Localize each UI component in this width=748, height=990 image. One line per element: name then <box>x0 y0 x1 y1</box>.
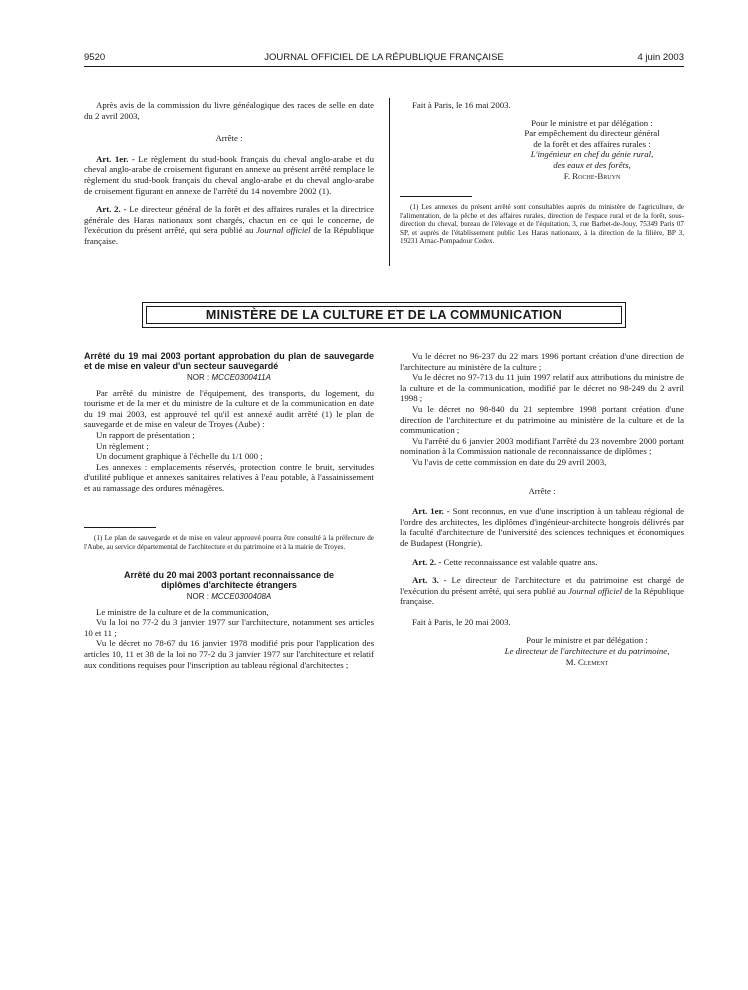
top-left-column <box>84 100 374 247</box>
article-text: Sont reconnus, en vue d'une inscription à un tableau régional de l'ordre des architectes, les diplômes d'ingénieur-architecte hongrois délivrés par la faculté d'architecture de l'université des sciences techniques et économiques de Budapest (Hongrie). <box>400 506 685 548</box>
lower-right-column <box>400 351 684 667</box>
header-rule <box>84 66 684 67</box>
decree-paragraph: Les annexes : emplacements réservés, protection contre le bruit, servitudes d'utilité publique et annexes sanitaires relatives à l'eau potable, à l'assainissement et au ramassage des ordures ménagères. <box>84 461 374 493</box>
article-1 <box>400 506 684 548</box>
issue-date: 4 juin 2003 <box>637 52 684 63</box>
article-label: Art. 1er. - <box>412 506 450 517</box>
ministry-banner <box>142 302 626 328</box>
journal-reference: Journal officiel <box>568 585 623 596</box>
journal-title: JOURNAL OFFICIEL DE LA RÉPUBLIQUE FRANÇAISE <box>264 52 504 63</box>
article-text: de la République française. <box>400 585 685 607</box>
lower-left-column-2 <box>84 570 374 670</box>
signature-line: de la forêt et des affaires rurales : <box>533 138 651 149</box>
article-2 <box>84 204 374 246</box>
article-3 <box>400 575 684 607</box>
decree-paragraph: Par arrêté du ministre de l'équipement, des transports, du logement, du tourisme et de la mer et du ministre de la culture et de la communication en date du 19 mai 2003, est approuvé tel qu'il est annexé audit arrêté (1) le plan de sauvegarde et de mise en valeur de Troyes (Aube) : <box>84 387 374 430</box>
article-text: Le directeur de l'architecture et du patrimoine est chargé de l'exécution du présent arrêté, qui sera publié au <box>400 575 685 596</box>
footnote <box>400 203 684 246</box>
visa-paragraph: Vu le décret no 97-713 du 11 juin 1997 relatif aux attributions du ministre de la culture et de la communication, modifié par le décret no 98-249 du 2 avril 1998 ; <box>400 372 684 404</box>
list-item: Un règlement ; <box>96 440 149 451</box>
signature-line: Pour le ministre et par délégation : <box>526 635 648 646</box>
visa-paragraph: Vu le décret no 96-237 du 22 mars 1996 portant création d'une direction de l'architecture au ministère de la culture ; <box>400 351 684 372</box>
signatory-name: M. Clement <box>565 656 609 667</box>
arrete-heading: Arrête : <box>528 485 556 496</box>
nor-label: NOR : <box>186 592 209 601</box>
ministry-title: MINISTÈRE DE LA CULTURE ET DE LA COMMUNICATION <box>146 306 622 324</box>
visa-paragraph: Vu la loi no 77-2 du 3 janvier 1977 sur l'architecture, notamment ses articles 10 et 11 ; <box>84 617 374 638</box>
signature-date: Fait à Paris, le 16 mai 2003. <box>412 100 511 110</box>
list-item: Un document graphique à l'échelle du 1/1 000 ; <box>96 451 263 462</box>
signatory-name: F. Roche-Bruyn <box>563 170 621 181</box>
visa-paragraph: Vu le décret no 98-840 du 21 septembre 1998 portant création d'une direction de l'architecture et du patrimoine au ministère de la culture et de la communication ; <box>400 403 684 436</box>
signature-line: L'ingénieur en chef du génie rural, <box>530 149 654 160</box>
signature-block <box>490 635 684 667</box>
decree-paragraph: Le ministre de la culture et de la communication, <box>96 606 269 617</box>
journal-reference: Journal officiel <box>256 225 311 236</box>
signature-date: Fait à Paris, le 20 mai 2003. <box>412 616 511 627</box>
article-text: Le règlement du stud-book français du cheval anglo-arabe et du cheval anglo-arabe de croisement figurant en annexe au présent arrêté remplace le règlement du stud-book français du cheval anglo-arabe et du cheval anglo-arabe de croisement figurant en annexe de l'arrêté du 14 novembre 2002 (1). <box>84 153 374 196</box>
nor-reference <box>84 592 374 603</box>
top-right-column <box>400 100 684 181</box>
footnote <box>84 534 374 551</box>
article-2 <box>400 557 684 568</box>
signature-line: Par empêchement du directeur général <box>524 128 660 139</box>
nor-label: NOR : <box>187 373 210 382</box>
signature-block <box>500 118 684 182</box>
visa-paragraph: Vu l'avis de cette commission en date du 29 avril 2003, <box>412 456 607 467</box>
article-1 <box>84 154 374 196</box>
visa-paragraph: Vu le décret no 78-67 du 16 janvier 1978 modifié pris pour l'application des articles 10, 11 et 38 de la loi no 77-2 du 3 janvier 1977 sur l'architecture et relatif aux conditions requises pour l'inscription au tableau régional d'architectes ; <box>84 638 374 670</box>
article-text: Le directeur général de la forêt et des affaires rurales et la directrice générale des Haras nationaux sont chargés, chacun en ce qui le concerne, de l'exécution du présent arrêté, qui sera publié au <box>84 204 375 236</box>
signature-line: Pour le ministre et par délégation : <box>531 117 653 128</box>
article-label: Art. 3. - <box>412 575 447 586</box>
signature-line: Le directeur de l'architecture et du patrimoine, <box>504 646 670 657</box>
nor-reference <box>84 373 374 384</box>
list-item: Un rapport de présentation ; <box>96 429 195 440</box>
footnote-text: (1) Le plan de sauvegarde et de mise en valeur approuvé pourra être consulté à la préfecture de l'Aube, au service départemental de l'architecture et du patrimoine et à la mairie de Troyes. <box>84 534 374 551</box>
arrete-heading: Arrête : <box>215 133 243 144</box>
column-separator <box>389 98 390 266</box>
article-label: Art. 1er. - <box>96 153 135 164</box>
decree-title: Arrêté du 20 mai 2003 portant reconnaissance de diplômes d'architecte étrangers <box>123 570 335 590</box>
article-text: Cette reconnaissance est valable quatre ans. <box>443 556 598 567</box>
visa-paragraph: Vu l'arrêté du 6 janvier 2003 modifiant l'arrêté du 23 novembre 2000 portant nomination à la Commission nationale de reconnaissance de diplômes ; <box>400 435 684 457</box>
footnote-rule <box>400 196 472 197</box>
nor-code: MCCE0300411A <box>211 373 271 382</box>
article-text: de la République française. <box>84 225 375 246</box>
page-number: 9520 <box>84 52 106 63</box>
decree-title: Arrêté du 19 mai 2003 portant approbation du plan de sauvegarde et de mise en valeur d'un secteur sauvegardé <box>84 351 374 371</box>
article-label: Art. 2. - <box>412 556 442 567</box>
article-label: Art. 2. - <box>96 204 127 215</box>
nor-code: MCCE0300408A <box>211 592 272 601</box>
signature-line: des eaux et des forêts, <box>553 159 631 170</box>
footnote-text: (1) Les annexes du présent arrêté sont consultables auprès du ministère de l'agriculture, de l'alimentation, de la pêche et des affaires rurales, direction de l'espace rural et de la forêt, sous-direction du cheval, bureau de l'élevage et de l'équitation, 3, rue Barbet-de-Jouy, 75349 Paris 07 SP, et auprès de l'établissement public Les Haras nationaux, à la direction de la filière, BP 3, 19231 Arnac-Pompadour Cedex. <box>400 203 684 246</box>
intro-paragraph: Après avis de la commission du livre généalogique des races de selle en date du 2 avril 2003, <box>84 100 374 121</box>
lower-left-column <box>84 351 374 494</box>
footnote-rule <box>84 527 156 528</box>
page-header <box>84 52 684 66</box>
